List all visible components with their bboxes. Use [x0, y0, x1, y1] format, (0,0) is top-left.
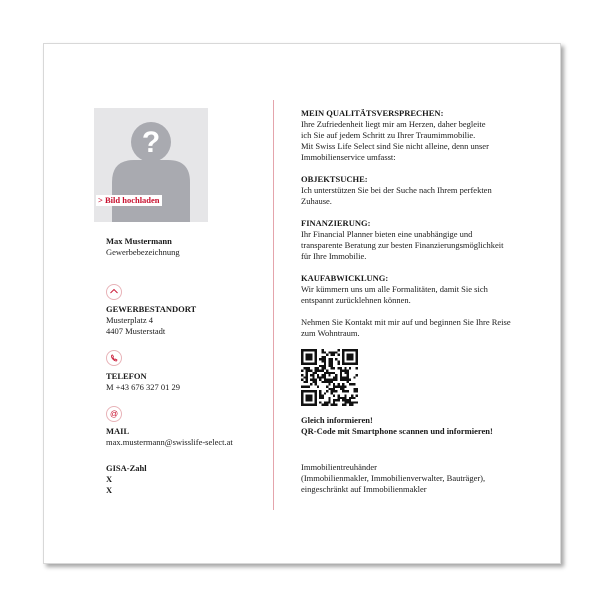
promise-line-1: Ihre Zufriedenheit liegt mir am Herzen, daher begleite	[301, 119, 486, 129]
info-column	[301, 108, 546, 339]
mail-address[interactable]: max.mustermann@swisslife-select.at	[106, 437, 233, 447]
promise-line-3: Mit Swiss Life Select sind Sie nicht alleine, denn unser	[301, 141, 489, 151]
mail-block	[106, 426, 286, 448]
service-heading-purchase: KAUFABWICKLUNG:	[301, 273, 389, 283]
phone-icon	[106, 350, 122, 366]
service-text-purchase-2: entspannt zurücklehnen können.	[301, 295, 411, 305]
service-text-financing-2: transparente Beratung zur besten Finanzierungsmöglichkeit	[301, 240, 504, 250]
cta-block	[301, 415, 541, 437]
home-icon	[106, 284, 122, 300]
service-text-search-2: Zuhause.	[301, 196, 332, 206]
phone-block	[106, 371, 286, 393]
location-block	[106, 304, 286, 337]
cta-line-2: QR-Code mit Smartphone scannen und informieren!	[301, 426, 493, 436]
gisa-block	[106, 463, 286, 496]
service-text-search-1: Ich unterstützen Sie bei der Suche nach Ihrem perfekten	[301, 185, 492, 195]
flyer-page	[43, 43, 561, 564]
location-street: Musterplatz 4	[106, 315, 153, 325]
legal-line-3: eingeschränkt auf Immobilienmakler	[301, 484, 427, 494]
service-text-financing-1: Ihr Financial Planner bieten eine unabhängige und	[301, 229, 473, 239]
legal-line-2: (Immobilienmakler, Immobilienverwalter, Bauträger),	[301, 473, 486, 483]
service-heading-search: OBJEKTSUCHE:	[301, 174, 368, 184]
location-heading: GEWERBESTANDORT	[106, 304, 197, 314]
location-city: 4407 Musterstadt	[106, 326, 166, 336]
job-title: Gewerbebezeichnung	[106, 247, 180, 257]
qr-code-icon[interactable]	[301, 349, 358, 406]
svg-text:@: @	[109, 409, 119, 419]
svg-text:?: ?	[141, 126, 161, 159]
contact-invite-line-1: Nehmen Sie Kontakt mit mir auf und beginnen Sie Ihre Reise	[301, 317, 511, 327]
cta-line-1: Gleich informieren!	[301, 415, 373, 425]
gisa-line-2: X	[106, 485, 113, 495]
person-name: Max Mustermann	[106, 236, 172, 246]
phone-heading: TELEFON	[106, 371, 147, 381]
profile-name-block	[106, 236, 276, 258]
promise-line-4: Immobilienservice umfasst:	[301, 152, 396, 162]
contact-invite-line-2: zum Wohntraum.	[301, 328, 360, 338]
legal-line-1: Immobilientreuhänder	[301, 462, 378, 472]
at-icon	[106, 406, 122, 422]
gisa-heading: GISA-Zahl	[106, 463, 147, 473]
upload-photo-link[interactable]: > Bild hochladen	[98, 195, 160, 205]
service-text-financing-3: für Ihre Immobilie.	[301, 251, 367, 261]
mail-heading: MAIL	[106, 426, 130, 436]
gisa-line-1: X	[106, 474, 113, 484]
legal-block	[301, 462, 541, 495]
phone-number[interactable]: M +43 676 327 01 29	[106, 382, 180, 392]
column-divider	[273, 100, 274, 510]
promise-heading: MEIN QUALITÄTSVERSPRECHEN:	[301, 108, 444, 118]
promise-line-2: ich Sie auf jedem Schritt zu Ihrer Traumimmobilie.	[301, 130, 476, 140]
service-text-purchase-1: Wir kümmern uns um alle Formalitäten, damit Sie sich	[301, 284, 488, 294]
service-heading-financing: FINANZIERUNG:	[301, 218, 371, 228]
